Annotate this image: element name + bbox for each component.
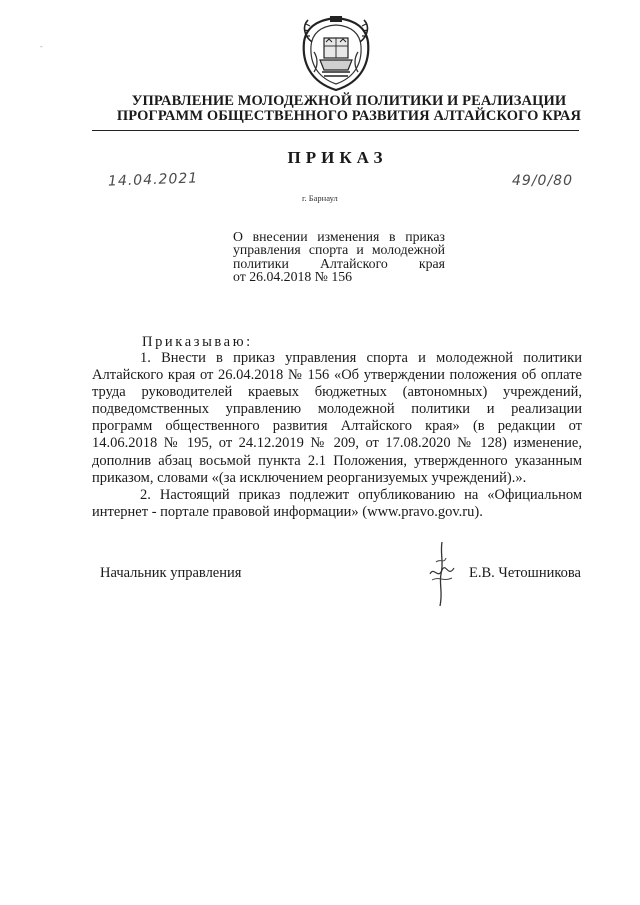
paragraph-1-line: труда руководителей краевых бюджетных (автономных) учреждений,: [92, 384, 582, 401]
signatory-position: Начальник управления: [100, 565, 242, 581]
subject-block: [233, 230, 445, 284]
paragraph-1-line: приказом, словами «(за исключением реорганизуемых учреждений).».: [92, 469, 527, 486]
document-body: [92, 350, 582, 521]
subject-line: политики Алтайского края: [233, 255, 445, 271]
paragraph-1-line: 14.06.2018 № 195, от 24.12.2019 № 209, от 17.08.2020 № 128) изменение,: [92, 435, 582, 452]
paragraph-1-line: дополнив абзац восьмой пункта 2.1 Положения, утвержденного указанным: [92, 452, 582, 469]
paragraph-1-line: 1. Внести в приказ управления спорта и молодежной политики: [140, 350, 582, 366]
paragraph-1-line: программ общественного развития Алтайского края» (в редакции от: [92, 418, 582, 435]
handwritten-date: 14.04.2021: [107, 170, 199, 190]
handwritten-number: 49/0/80: [512, 173, 573, 189]
organization-name-line2: ПРОГРАММ ОБЩЕСТВЕННОГО РАЗВИТИЯ АЛТАЙСКОГО КРАЯ: [116, 108, 582, 124]
subject-line: управления спорта и молодежной: [233, 242, 445, 258]
paragraph-1-line: подведомственных управлению молодежной политики и реализации: [92, 401, 582, 418]
header-divider: [92, 130, 579, 131]
paragraph-2-line: интернет - портале правовой информации» (www.pravo.gov.ru).: [92, 503, 483, 520]
document-title: ПРИКАЗ: [287, 148, 388, 167]
city-label: г. Барнаул: [302, 193, 338, 203]
signatory-name: Е.В. Четошникова: [469, 565, 581, 581]
margin-mark: -: [40, 42, 43, 51]
handwritten-signature: [424, 540, 460, 608]
organization-name-line1: УПРАВЛЕНИЕ МОЛОДЕЖНОЙ ПОЛИТИКИ И РЕАЛИЗАЦИИ: [131, 93, 567, 109]
paragraph-2-line: 2. Настоящий приказ подлежит опубликованию на «Официальном: [140, 486, 582, 503]
coat-of-arms-emblem: [296, 12, 376, 94]
order-directive: Приказываю:: [142, 334, 253, 350]
paragraph-1-line: Алтайского края от 26.04.2018 № 156 «Об утверждении положения об оплате: [92, 367, 582, 384]
subject-line: от 26.04.2018 № 156: [233, 269, 353, 285]
subject-line: О внесении изменения в приказ: [233, 229, 445, 244]
